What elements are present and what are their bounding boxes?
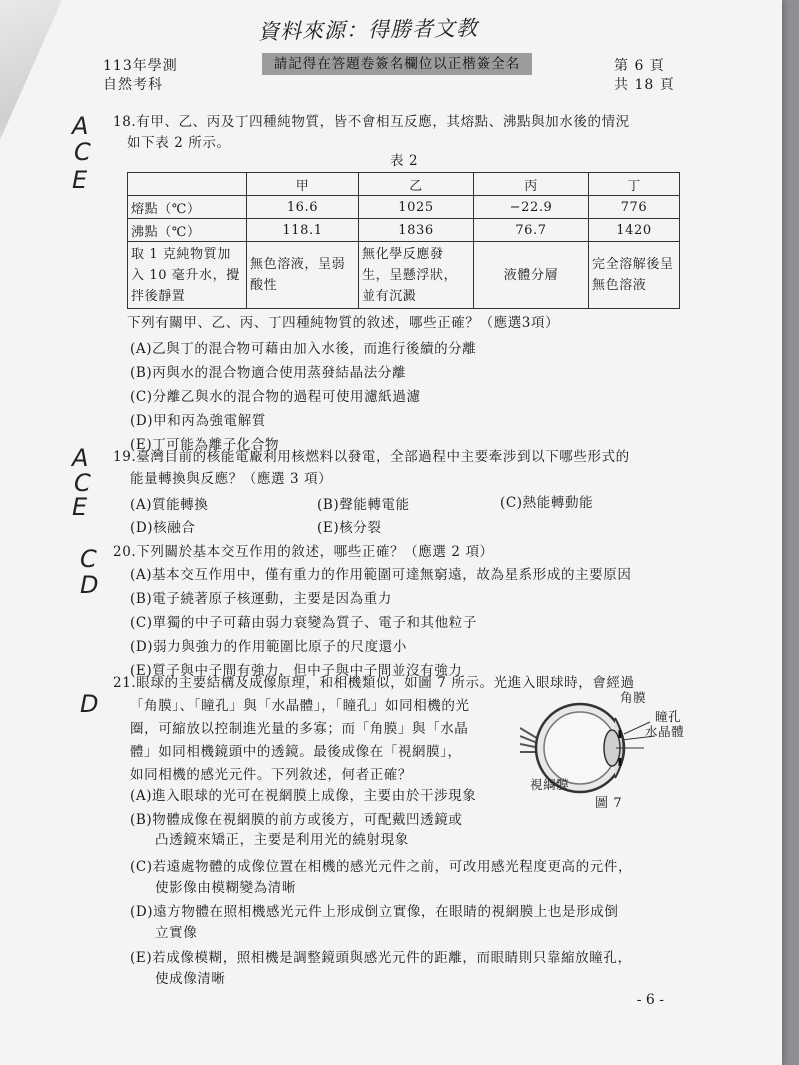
table-cell: 熔點（℃） [128, 196, 247, 219]
q20-option-c: (C)單獨的中子可藉由弱力衰變為質子、電子和其他粒子 [130, 615, 477, 631]
table-cell: 1836 [359, 219, 474, 242]
page-label: 第 6 頁 [614, 58, 665, 74]
q21-option-c: (C)若遠處物體的成像位置在相機的感光元件之前，可改用感光程度更高的元件， [130, 859, 633, 875]
q20-option-b: (B)電子繞著原子核運動，主要是因為重力 [130, 591, 392, 607]
properties-table [127, 172, 680, 309]
handwritten-answer: A [72, 444, 89, 472]
q21-option-e: (E)若成像模糊，照相機是調整鏡頭與感光元件的距離，而眼睛則只靠縮放瞳孔， [130, 950, 632, 966]
table-cell: 1025 [359, 196, 474, 219]
figure-label-retina: 視網膜 [530, 777, 570, 792]
page-curl [0, 0, 70, 150]
handwritten-answer: E [72, 166, 88, 194]
q20-option-d: (D)弱力與強力的作用範圍比原子的尺度還小 [130, 639, 407, 655]
q21-stem-line2: 「角膜」、「瞳孔」與「水晶體」，「瞳孔」如同相機的光 [130, 698, 470, 714]
q18-option-b: (B)丙與水的混合物適合使用蒸發結晶法分離 [130, 365, 407, 381]
table-cell: 乙 [359, 173, 474, 196]
q19-option-e: (E)核分裂 [317, 520, 382, 536]
source-note: 資料來源：得勝者文教 [257, 16, 479, 44]
q21-option-a: (A)進入眼球的光可在視網膜上成像，主要由於干涉現象 [130, 788, 477, 804]
q19-stem-line2: 能量轉換與反應？（應選 3 項） [130, 471, 333, 487]
q21-stem-line4: 體」如同相機鏡頭中的透鏡。最後成像在「視網膜」， [130, 744, 462, 760]
q21-option-e-cont: 使成像清晰 [155, 971, 226, 987]
handwritten-answer: A [72, 112, 89, 140]
q21-option-d: (D)遠方物體在照相機感光元件上形成倒立實像，在眼睛的視網膜上也是形成倒 [130, 904, 619, 920]
q18-option-c: (C)分離乙與水的混合物的過程可使用濾紙過濾 [130, 389, 421, 405]
table-cell [128, 173, 247, 196]
table-row [128, 196, 680, 219]
total-pages-label: 共 18 頁 [614, 77, 675, 93]
q21-option-c-cont: 使影像由模糊變為清晰 [155, 880, 296, 896]
table-row [128, 219, 680, 242]
table-cell: 76.7 [474, 219, 589, 242]
figure-label-cornea: 角膜 [620, 690, 647, 705]
q19-option-d: (D)核融合 [130, 520, 196, 536]
table-cell: 甲 [247, 173, 359, 196]
table-cell: 1420 [589, 219, 680, 242]
handwritten-answer: D [80, 690, 99, 718]
table-cell: 取 1 克純物質加入 10 毫升水，攪拌後靜置 [128, 242, 247, 309]
handwritten-answer: E [72, 493, 88, 521]
handwritten-answer: D [80, 571, 99, 599]
table-cell: 丙 [474, 173, 589, 196]
table-cell: 16.6 [247, 196, 359, 219]
table-cell: 沸點（℃） [128, 219, 247, 242]
table-cell: 無色溶液，呈弱酸性 [247, 242, 359, 309]
q19-stem-line1: 19.臺灣目前的核能電廠利用核燃料以發電，全部過程中主要牽涉到以下哪些形式的 [113, 449, 630, 465]
subject-label: 自然考科 [103, 77, 163, 93]
q18-stem-line1: 18.有甲、乙、丙及丁四種純物質，皆不會相互反應，其熔點、沸點與加水後的情況 [113, 114, 630, 130]
table-header-row [128, 173, 680, 196]
handwritten-answer: C [74, 138, 91, 166]
table-cell: −22.9 [474, 196, 589, 219]
exam-year: 113年學測 [103, 58, 178, 74]
q20-option-e: (E)質子與中子間有強力，但中子與中子間並沒有強力 [130, 663, 463, 679]
handwritten-answer: C [74, 469, 91, 497]
q19-option-c: (C)熱能轉動能 [500, 495, 594, 511]
q18-option-e: (E)丁可能為離子化合物 [130, 437, 280, 453]
table-cell: 無化學反應發生，呈懸浮狀，並有沉澱 [359, 242, 474, 309]
table-cell: 完全溶解後呈無色溶液 [589, 242, 680, 309]
q19-option-b: (B)聲能轉電能 [317, 497, 410, 513]
q21-option-b-cont: 凸透鏡來矯正，主要是利用光的繞射現象 [155, 832, 409, 848]
table-cell: 118.1 [247, 219, 359, 242]
figure-label-lens: 水晶體 [645, 724, 685, 739]
table-cell: 液體分層 [474, 242, 589, 309]
q21-stem-line3: 圈，可縮放以控制進光量的多寡；而「角膜」與「水晶 [130, 721, 469, 737]
table-cell: 776 [589, 196, 680, 219]
q18-stem-line2: 如下表 2 所示。 [127, 135, 231, 151]
table-cell: 丁 [589, 173, 680, 196]
table-row [128, 242, 680, 309]
handwritten-answer: C [80, 545, 97, 573]
q18-question: 下列有關甲、乙、丙、丁四種純物質的敘述，哪些正確？（應選3項） [127, 315, 560, 331]
q20-stem: 20.下列關於基本交互作用的敘述，哪些正確？（應選 2 項） [113, 544, 494, 560]
q18-option-d: (D)甲和丙為強電解質 [130, 413, 266, 429]
table-title: 表 2 [390, 153, 419, 169]
figure-caption: 圖 7 [595, 796, 623, 811]
q19-option-a: (A)質能轉換 [130, 497, 209, 513]
q21-option-d-cont: 立實像 [155, 925, 198, 941]
figure-label-pupil: 瞳孔 [655, 709, 682, 724]
q21-option-b: (B)物體成像在視網膜的前方或後方，可配戴凹透鏡或 [130, 812, 463, 828]
q21-stem-line1: 21.眼球的主要結構及成像原理，和相機類似，如圖 7 所示。光進入眼球時，會經過 [113, 675, 635, 691]
page-number: - 6 - [636, 992, 664, 1008]
q18-option-a: (A)乙與丁的混合物可藉由加入水後，而進行後續的分離 [130, 341, 477, 357]
q21-stem-line5: 如同相機的感光元件。下列敘述，何者正確？ [130, 767, 412, 783]
q20-option-a: (A)基本交互作用中，僅有重力的作用範圍可達無窮遠，故為星系形成的主要原因 [130, 567, 632, 583]
instruction-banner: 請記得在答題卷簽名欄位以正楷簽全名 [262, 53, 532, 75]
